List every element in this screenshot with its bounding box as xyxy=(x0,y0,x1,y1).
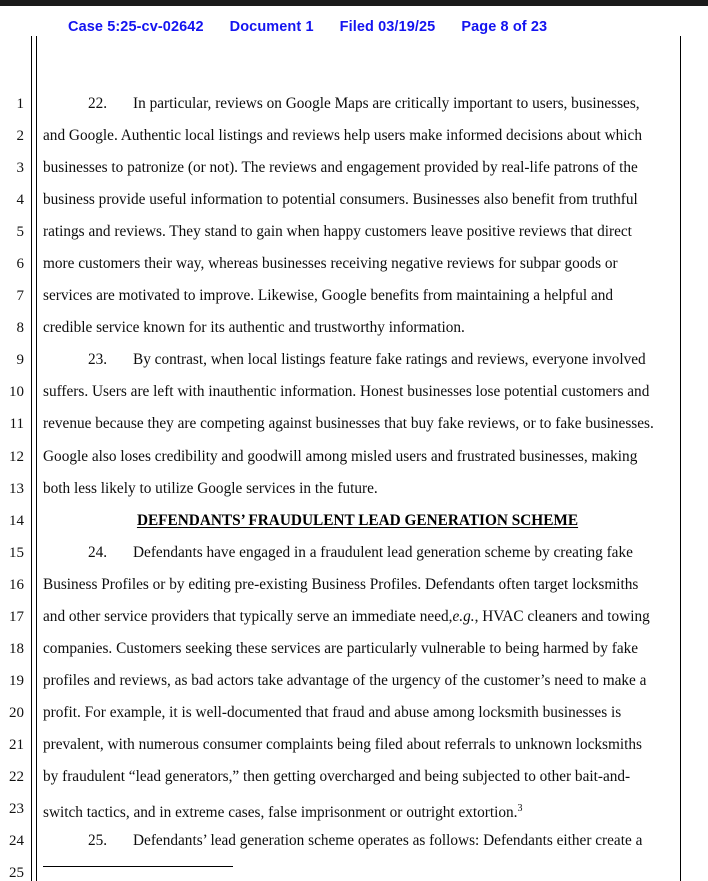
body-line xyxy=(43,441,672,473)
body-text: revenue because they are competing against businesses that buy fake reviews, or to fake businesses. xyxy=(43,415,654,433)
line-number-gutter xyxy=(0,88,24,881)
body-text: both less likely to utilize Google services in the future. xyxy=(43,479,378,497)
line-number: 25 xyxy=(9,865,24,881)
line-number: 8 xyxy=(16,320,24,337)
body-text: by fraudulent “lead generators,” then getting overcharged and being subjected to other bait-and- xyxy=(43,767,631,785)
line-number: 24 xyxy=(9,833,24,850)
body-text: business provide useful information to potential consumers. Businesses also benefit from truthful xyxy=(43,191,638,209)
body-line xyxy=(43,120,672,152)
body-line xyxy=(43,280,672,312)
body-text: companies. Customers seeking these services are particularly vulnerable to being harmed by fake xyxy=(43,639,639,657)
body-line xyxy=(43,152,672,184)
paragraph-number: 23. xyxy=(88,351,108,369)
body-line xyxy=(43,729,672,761)
section-heading xyxy=(43,505,672,537)
right-margin-rule xyxy=(680,36,681,881)
line-number: 10 xyxy=(9,384,24,401)
scan-edge-band xyxy=(0,0,708,6)
body-line xyxy=(43,344,672,376)
body-text: profiles and reviews, as bad actors take advantage of the urgency of the customer’s need to make a xyxy=(43,671,647,689)
line-number: 17 xyxy=(9,608,24,625)
left-margin-rule-inner xyxy=(36,36,37,881)
body-line xyxy=(43,665,672,697)
line-number: 18 xyxy=(9,640,24,657)
body-line xyxy=(43,216,672,248)
line-number: 21 xyxy=(9,736,24,753)
paragraph-number: 24. xyxy=(88,543,108,561)
body-text: Google also loses credibility and goodwill among misled users and frustrated businesses, making xyxy=(43,447,638,465)
body-text: By contrast, when local listings feature fake ratings and reviews, everyone involved xyxy=(133,351,646,369)
body-text: ratings and reviews. They stand to gain when happy customers leave positive reviews that direct xyxy=(43,223,632,241)
line-number: 11 xyxy=(9,416,24,433)
ecf-filed-date: Filed 03/19/25 xyxy=(339,19,436,35)
body-line xyxy=(43,697,672,729)
line-number: 4 xyxy=(16,192,24,209)
body-line xyxy=(43,761,672,793)
line-number: 12 xyxy=(9,448,24,465)
body-text: switch tactics, and in extreme cases, false imprisonment or outright extortion. xyxy=(43,804,518,822)
body-text: suffers. Users are left with inauthentic information. Honest businesses lose potential customers and xyxy=(43,383,650,401)
body-line xyxy=(43,408,672,440)
body-line xyxy=(43,601,672,633)
body-text: Defendants have engaged in a fraudulent lead generation scheme by creating fake xyxy=(133,543,633,561)
body-line xyxy=(43,312,672,344)
body-line xyxy=(43,184,672,216)
body-text: profit. For example, it is well-documented that fraud and abuse among locksmith businesses is xyxy=(43,703,622,721)
line-number: 15 xyxy=(9,544,24,561)
body-line xyxy=(43,537,672,569)
section-heading-text: DEFENDANTS’ FRAUDULENT LEAD GENERATION SCHEME xyxy=(136,511,579,529)
body-line xyxy=(43,569,672,601)
line-number: 5 xyxy=(16,224,24,241)
line-number: 6 xyxy=(16,256,24,273)
line-number: 1 xyxy=(16,96,24,112)
footnote-separator-rule xyxy=(43,866,233,867)
line-number: 7 xyxy=(16,288,24,305)
ecf-header-stamp xyxy=(68,19,547,35)
body-text: credible service known for its authentic and trustworthy information. xyxy=(43,319,465,337)
line-number: 3 xyxy=(16,160,24,177)
body-text: , HVAC cleaners and towing xyxy=(474,607,650,625)
line-number: 13 xyxy=(9,480,24,497)
body-text: Defendants’ lead generation scheme operates as follows: Defendants either create a xyxy=(133,832,643,850)
line-number: 19 xyxy=(9,672,24,689)
left-margin-rule-outer xyxy=(31,36,32,881)
body-text: businesses to patronize (or not). The reviews and engagement provided by real-life patrons of the xyxy=(43,159,638,177)
ecf-document-number: Document 1 xyxy=(229,19,314,35)
body-text: Business Profiles or by editing pre-existing Business Profiles. Defendants often target locksmiths xyxy=(43,575,639,593)
body-line xyxy=(43,473,672,505)
document-body xyxy=(43,88,672,857)
body-line xyxy=(43,248,672,280)
body-text: and Google. Authentic local listings and reviews help users make informed decisions about which xyxy=(43,127,642,145)
body-line xyxy=(43,825,672,857)
ecf-page-number: Page 8 of 23 xyxy=(461,19,548,35)
line-number: 16 xyxy=(9,576,24,593)
body-line xyxy=(43,793,672,825)
line-number: 2 xyxy=(16,128,24,145)
line-number: 20 xyxy=(9,704,24,721)
body-text: In particular, reviews on Google Maps are critically important to users, businesses, xyxy=(133,95,640,112)
body-line xyxy=(43,376,672,408)
body-text: prevalent, with numerous consumer complaints being filed about referrals to unknown locksmiths xyxy=(43,735,642,753)
body-text-italic: e.g. xyxy=(452,607,475,625)
paragraph-number: 25. xyxy=(88,832,108,850)
line-number: 23 xyxy=(9,801,24,818)
body-line xyxy=(43,88,672,120)
paragraph-number: 22. xyxy=(88,95,108,112)
line-number: 14 xyxy=(9,512,24,529)
body-line xyxy=(43,633,672,665)
line-number: 9 xyxy=(16,352,24,369)
body-text: more customers their way, whereas businesses receiving negative reviews for subpar goods or xyxy=(43,255,618,273)
body-text: services are motivated to improve. Likewise, Google benefits from maintaining a helpful and xyxy=(43,287,614,305)
body-text: and other service providers that typically serve an immediate need, xyxy=(43,607,453,625)
ecf-case-number: Case 5:25-cv-02642 xyxy=(68,19,204,35)
footnote-reference-marker[interactable]: 3 xyxy=(517,803,523,815)
line-number: 22 xyxy=(9,768,24,785)
